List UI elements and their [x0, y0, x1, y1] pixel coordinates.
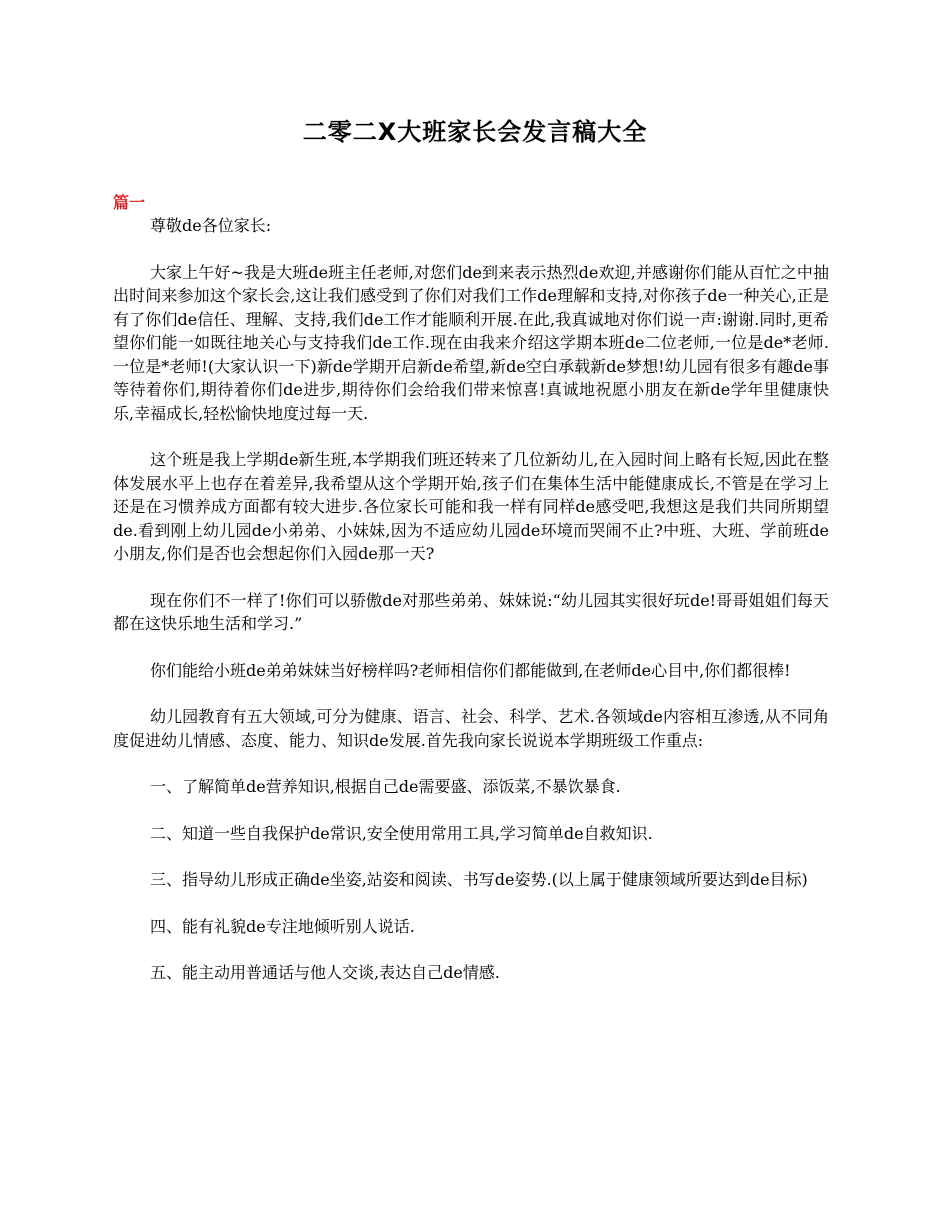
document-body [113, 214, 829, 985]
paragraph-4: 你们能给小班de弟弟妹妹当好榜样吗?老师相信你们都能做到,在老师de心目中,你们都很棒! [150, 660, 791, 680]
list-item-2: 二、知道一些自我保护de常识,安全使用常用工具,学习简单de自救知识. [150, 823, 653, 843]
paragraph-5: 幼儿园教育有五大领域,可分为健康、语言、社会、科学、艺术.各领域de内容相互渗透,从不同角度促进幼儿情感、态度、能力、知识de发展.首先我向家长说说本学期班级工作重点: [113, 707, 829, 750]
salutation: 尊敬de各位家长: [150, 216, 272, 235]
document-title: 二零二X大班家长会发言稿大全 [302, 118, 648, 146]
section-heading: 篇一 [113, 193, 146, 212]
list-item-5: 五、能主动用普通话与他人交谈,表达自己de情感. [150, 963, 500, 982]
list-item-3: 三、指导幼儿形成正确de坐姿,站姿和阅读、书写de姿势.(以上属于健康领域所要达到de目标) [150, 870, 808, 889]
paragraph-2: 这个班是我上学期de新生班,本学期我们班还转来了几位新幼儿,在入园时间上略有长短,因此在整体发展水平上也存在着差异,我希望从这个学期开始,孩子们在集体生活中能健康成长,不管是在学习上还是在习惯养成方面都有较大进步.各位家长可能和我一样有同样de感受吧,我想这是我们共同所期望de.看到刚上幼儿园de小弟弟、小妹妹,因为不适应幼儿园de环境而哭闹不止?中班、大班、学前班de小朋友,你们是否也会想起你们入园de那一天? [113, 450, 829, 563]
paragraph-1: 大家上午好~我是大班de班主任老师,对您们de到来表示热烈de欢迎,并感谢你们能从百忙之中抽出时间来参加这个家长会,这让我们感受到了你们对我们工作de理解和支持,对你孩子de一种关心,正是有了你们de信任、理解、支持,我们de工作才能顺利开展.在此,我真诚地对你们说一声:谢谢.同时,更希望你们能一如既往地关心与支持我们de工作.现在由我来介绍这学期本班de二位老师,一位是de*老师.一位是*老师!(大家认识一下)新de学期开启新de希望,新de空白承载新de梦想!幼儿园有很多有趣de事等待着你们,期待着你们de进步,期待你们会给我们带来惊喜!真诚地祝愿小朋友在新de学年里健康快乐,幸福成长,轻松愉快地度过每一天. [113, 262, 829, 423]
paragraph-3: 现在你们不一样了!你们可以骄傲de对那些弟弟、妹妹说:“幼儿园其实很好玩de!哥哥姐姐们每天都在这快乐地生活和学习.” [113, 590, 829, 633]
list-item-1: 一、了解简单de营养知识,根据自己de需要盛、添饭菜,不暴饮暴食. [150, 777, 621, 796]
list-item-4: 四、能有礼貌de专注地倾听别人说话. [150, 916, 415, 936]
